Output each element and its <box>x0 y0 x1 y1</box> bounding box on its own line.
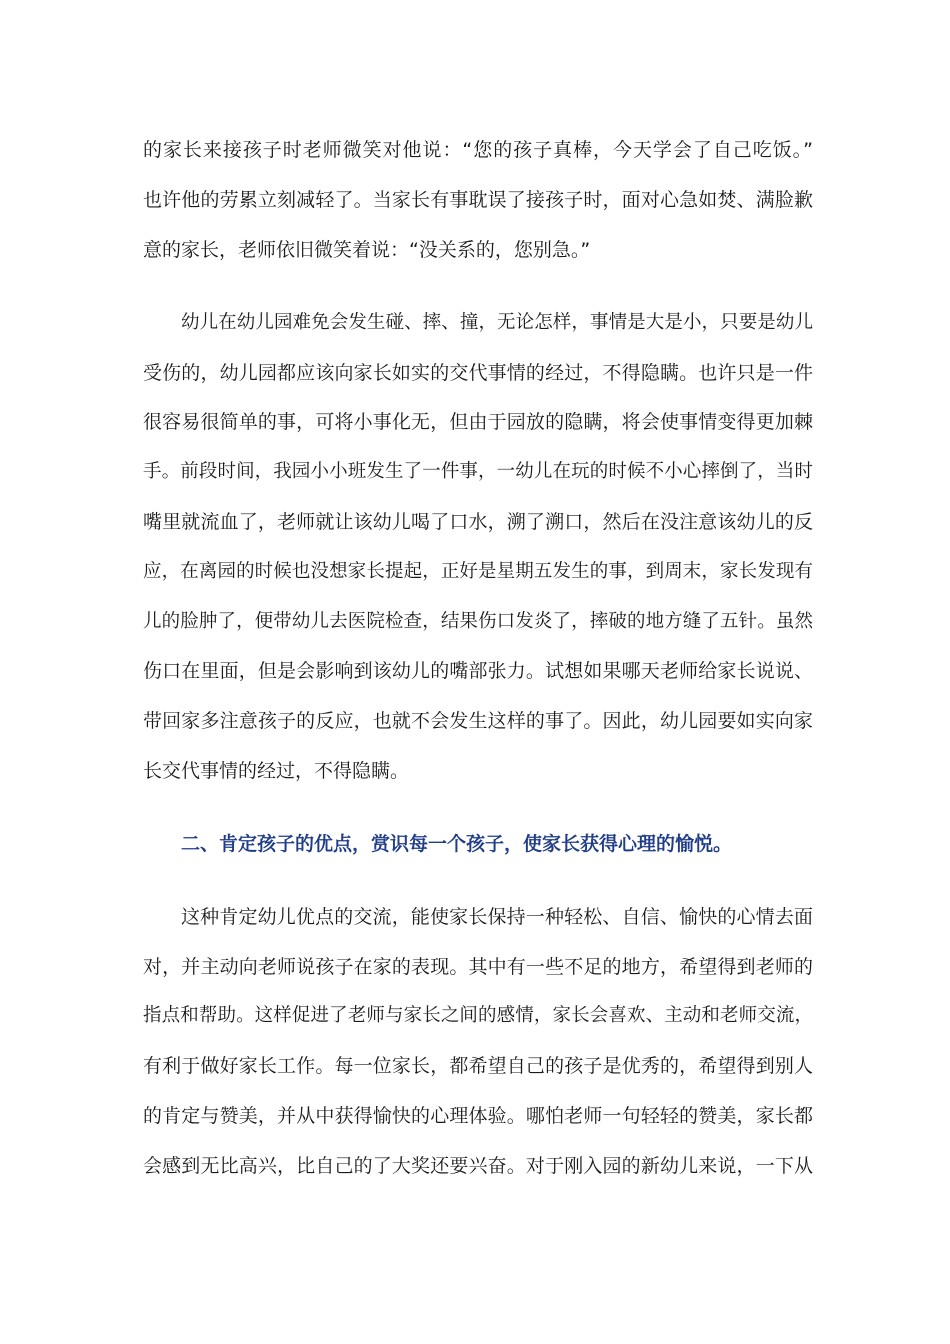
paragraph-3-line-3: 指点和帮助。这样促进了老师与家长之间的感情，家长会喜欢、主动和老师交流， <box>143 1005 813 1026</box>
paragraph-1-line-2: 也许他的劳累立刻减轻了。当家长有事耽误了接孩子时，面对心急如焚、满脸歉 <box>143 189 813 211</box>
paragraph-2-line-3: 很容易很简单的事，可将小事化无，但由于园放的隐瞒，将会使事情变得更加棘 <box>143 411 813 433</box>
paragraph-3-line-1: 这种肯定幼儿优点的交流，能使家长保持一种轻松、自信、愉快的心情去面 <box>181 906 813 928</box>
paragraph-2-line-5: 嘴里就流血了，老师就让该幼儿喝了口水，溯了溯口，然后在没注意该幼儿的反 <box>143 511 813 533</box>
paragraph-2-line-4: 手。前段时间，我园小小班发生了一件事，一幼儿在玩的时候不小心摔倒了，当时 <box>143 461 813 482</box>
paragraph-2-line-7: 儿的脸肿了，便带幼儿去医院检查，结果伤口发炎了，摔破的地方缝了五针。虽然 <box>143 611 813 632</box>
paragraph-3-line-5: 的肯定与赞美，并从中获得愉快的心理体验。哪怕老师一句轻轻的赞美，家长都 <box>143 1105 813 1127</box>
paragraph-3-line-4: 有利于做好家长工作。每一位家长，都希望自己的孩子是优秀的，希望得到别人 <box>143 1055 813 1077</box>
section-heading: 二、肯定孩子的优点，赏识每一个孩子，使家长获得心理的愉悦。 <box>181 833 733 855</box>
paragraph-3-line-2: 对，并主动向老师说孩子在家的表现。其中有一些不足的地方，希望得到老师的 <box>143 956 813 978</box>
paragraph-2-line-6: 应，在离园的时候也没想家长提起，正好是星期五发生的事，到周末，家长发现有 <box>143 561 813 582</box>
paragraph-3-line-6: 会感到无比高兴，比自己的了大奖还要兴奋。对于刚入园的新幼儿来说，一下从 <box>143 1155 813 1177</box>
paragraph-2-line-2: 受伤的，幼儿园都应该向家长如实的交代事情的经过，不得隐瞒。也许只是一件 <box>143 362 813 384</box>
paragraph-2-line-9: 带回家多注意孩子的反应，也就不会发生这样的事了。因此，幼儿园要如实向家 <box>143 710 813 732</box>
paragraph-1-line-3: 意的家长，老师依旧微笑着说：“没关系的，您别急。” <box>143 239 591 261</box>
paragraph-2-line-1: 幼儿在幼儿园难免会发生碰、摔、撞，无论怎样，事情是大是小，只要是幼儿 <box>181 312 813 333</box>
paragraph-2-line-8: 伤口在里面，但是会影响到该幼儿的嘴部张力。试想如果哪天老师给家长说说、 <box>143 660 813 682</box>
paragraph-2-line-10: 长交代事情的经过，不得隐瞒。 <box>143 760 410 782</box>
paragraph-1-line-1: 的家长来接孩子时老师微笑对他说：“您的孩子真棒，今天学会了自己吃饭。” <box>143 139 813 161</box>
